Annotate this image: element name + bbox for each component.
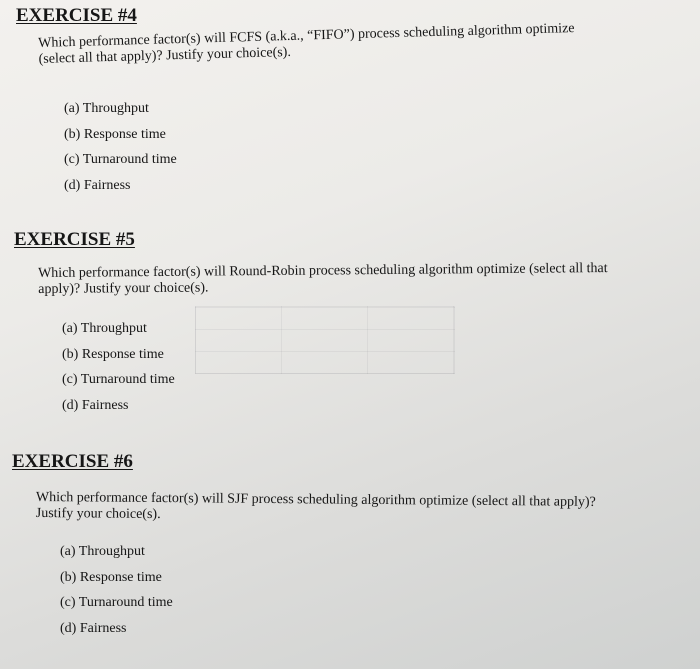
exercise-4-question-line-1: Which performance factor(s) will FCFS (a.k.a., “FIFO”) process scheduling algorithm optimize bbox=[38, 21, 575, 51]
option-fairness: (d) Fairness bbox=[62, 397, 129, 413]
option-response-time: (b) Response time bbox=[62, 346, 164, 362]
option-turnaround-time: (c) Turnaround time bbox=[62, 372, 175, 387]
option-turnaround-time: (c) Turnaround time bbox=[60, 595, 173, 610]
exercise-5-question-line-1: Which performance factor(s) will Round-Robin process scheduling algorithm optimize (select all that bbox=[38, 261, 608, 281]
exercise-4-question bbox=[38, 18, 699, 68]
option-throughput: (a) Throughput bbox=[62, 321, 147, 336]
option-throughput: (a) Throughput bbox=[64, 101, 149, 116]
option-fairness: (d) Fairness bbox=[64, 177, 131, 193]
exercise-5-heading: EXERCISE #5 bbox=[14, 229, 135, 250]
option-fairness: (d) Fairness bbox=[60, 620, 127, 636]
exercise-6-options bbox=[60, 543, 173, 645]
option-turnaround-time: (c) Turnaround time bbox=[64, 152, 177, 167]
exercise-6-question-line-2: Justify your choice(s). bbox=[35, 505, 161, 523]
exercise-6-question-line-1: Which performance factor(s) will SJF process scheduling algorithm optimize (select all that apply)? bbox=[35, 490, 596, 510]
exercise-5-options bbox=[62, 320, 175, 422]
exercise-6-heading: EXERCISE #6 bbox=[12, 451, 133, 472]
exercise-4-question-line-2: (select all that apply)? Justify your choice(s). bbox=[38, 44, 292, 67]
option-response-time: (b) Response time bbox=[64, 126, 166, 142]
exercise-5-question bbox=[38, 260, 698, 298]
option-throughput: (a) Throughput bbox=[60, 544, 145, 559]
exercise-4-options bbox=[64, 100, 177, 202]
exercise-6-question bbox=[36, 490, 696, 528]
exercise-5-question-line-2: apply)? Justify your choice(s). bbox=[38, 280, 209, 297]
bleed-through-grid bbox=[195, 306, 455, 374]
option-response-time: (b) Response time bbox=[60, 569, 162, 585]
exercise-4-heading: EXERCISE #4 bbox=[16, 5, 137, 26]
